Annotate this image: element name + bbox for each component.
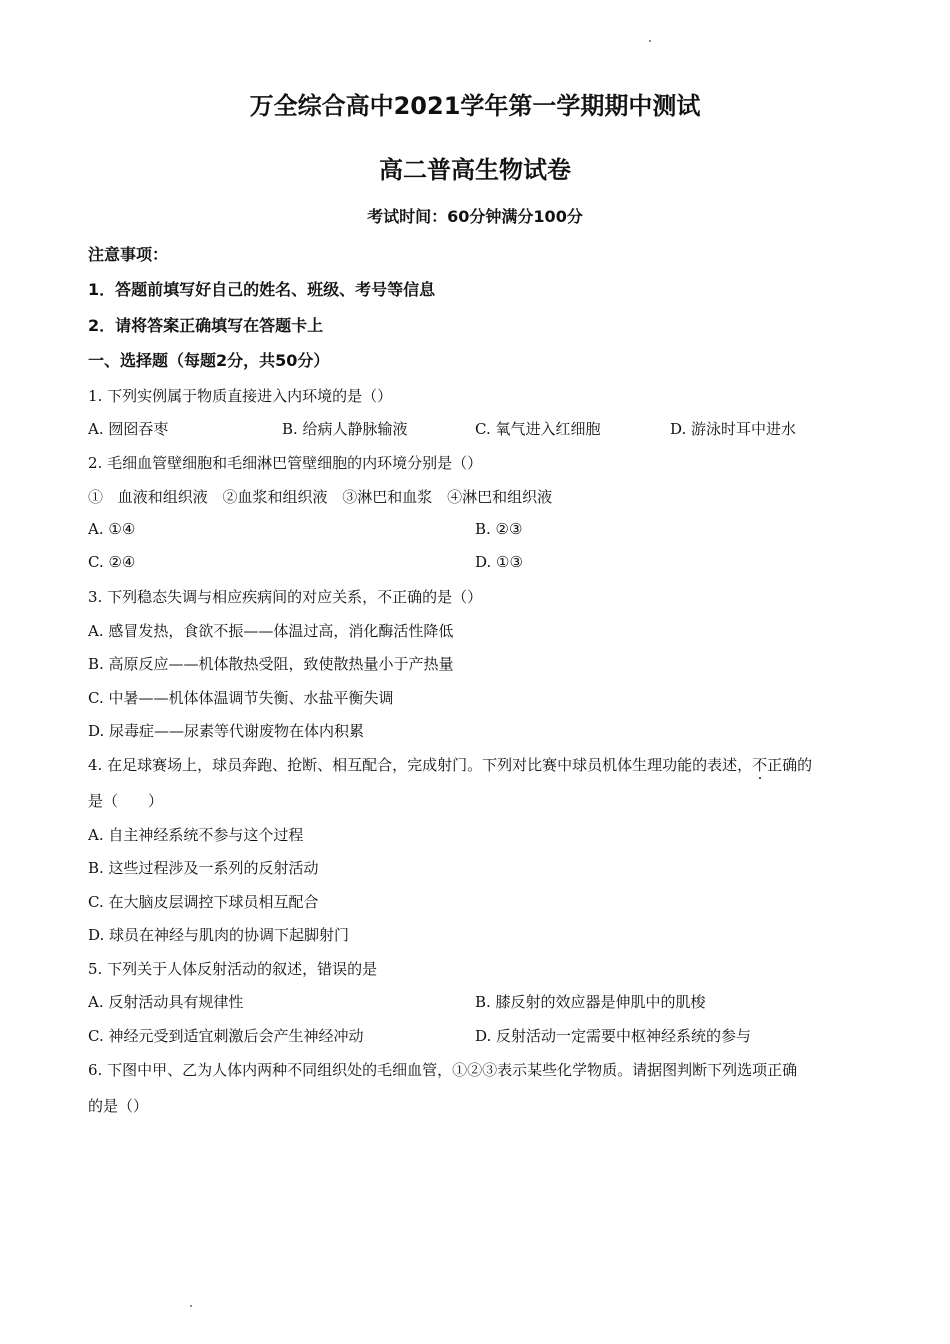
question-stem: 3. 下列稳态失调与相应疾病间的对应关系，不正确的是（） (88, 588, 483, 606)
option-a: A. 反射活动具有规律性 (88, 993, 244, 1011)
option-b: B. 膝反射的效应器是伸肌中的肌梭 (475, 993, 706, 1011)
section-heading: 一、选择题（每题2分，共50分） (88, 351, 330, 370)
question-stem: 2. 毛细血管壁细胞和毛细淋巴管壁细胞的内环境分别是（） (88, 454, 483, 472)
notes-heading: 注意事项： (88, 245, 169, 264)
question-stem: 5. 下列关于人体反射活动的叙述，错误的是 (88, 960, 378, 978)
scan-dot (190, 1305, 192, 1307)
exam-info: 考试时间：60分钟满分100分 (367, 207, 583, 226)
note-item: 2．请将答案正确填写在答题卡上 (88, 316, 324, 335)
option-c: C. 在大脑皮层调控下球员相互配合 (88, 893, 319, 911)
scan-dot (649, 40, 651, 42)
option-d: D. 球员在神经与肌肉的协调下起脚射门 (88, 926, 350, 944)
option-a: A. ①④ (88, 520, 136, 538)
numbered-items: ① 血液和组织液 ②血浆和组织液 ③淋巴和血浆 ④淋巴和组织液 (88, 488, 553, 506)
option-c: C. 神经元受到适宜刺激后会产生神经冲动 (88, 1027, 364, 1045)
option-a: A. 自主神经系统不参与这个过程 (88, 826, 304, 844)
note-item: 1．答题前填写好自己的姓名、班级、考号等信息 (88, 280, 436, 299)
option-d: D. ①③ (475, 553, 523, 571)
question-stem (88, 754, 812, 775)
option-d: D. 反射活动一定需要中枢神经系统的参与 (475, 1027, 752, 1045)
paper-subtitle: 高二普高生物试卷 (379, 156, 571, 184)
question-stem-continued: 是（ ） (88, 792, 164, 810)
option-b: B. 这些过程涉及一系列的反射活动 (88, 859, 319, 877)
question-stem: 1. 下列实例属于物质直接进入内环境的是（） (88, 387, 393, 405)
option-b: B. ②③ (475, 520, 523, 538)
option-d: D. 游泳时耳中进水 (670, 420, 797, 438)
question-stem: 6. 下图中甲、乙为人体内两种不同组织处的毛细血管，①②③表示某些化学物质。请据图判断下列选项正确 (88, 1061, 798, 1079)
stem-text: 正确的 (767, 756, 813, 774)
question-stem-continued: 的是（） (88, 1097, 149, 1115)
option-d: D. 尿毒症——尿素等代谢废物在体内积累 (88, 722, 365, 740)
option-c: C. 中暑——机体体温调节失衡、水盐平衡失调 (88, 689, 394, 707)
option-c: C. 氧气进入红细胞 (475, 420, 601, 438)
option-a: A. 感冒发热，食欲不振——体温过高，消化酶活性降低 (88, 622, 454, 640)
option-a: A. 囫囵吞枣 (88, 420, 169, 438)
option-b: B. 高原反应——机体散热受阻，致使散热量小于产热量 (88, 655, 454, 673)
option-b: B. 给病人静脉输液 (282, 420, 408, 438)
stem-text: 4. 在足球赛场上，球员奔跑、抢断、相互配合，完成射门。下列对比赛中球员机体生理功能的表述， (88, 756, 753, 774)
exam-title: 万全综合高中2021学年第一学期期中测试 (249, 92, 701, 120)
emphasis-not: 不 (752, 756, 768, 774)
option-c: C. ②④ (88, 553, 136, 571)
